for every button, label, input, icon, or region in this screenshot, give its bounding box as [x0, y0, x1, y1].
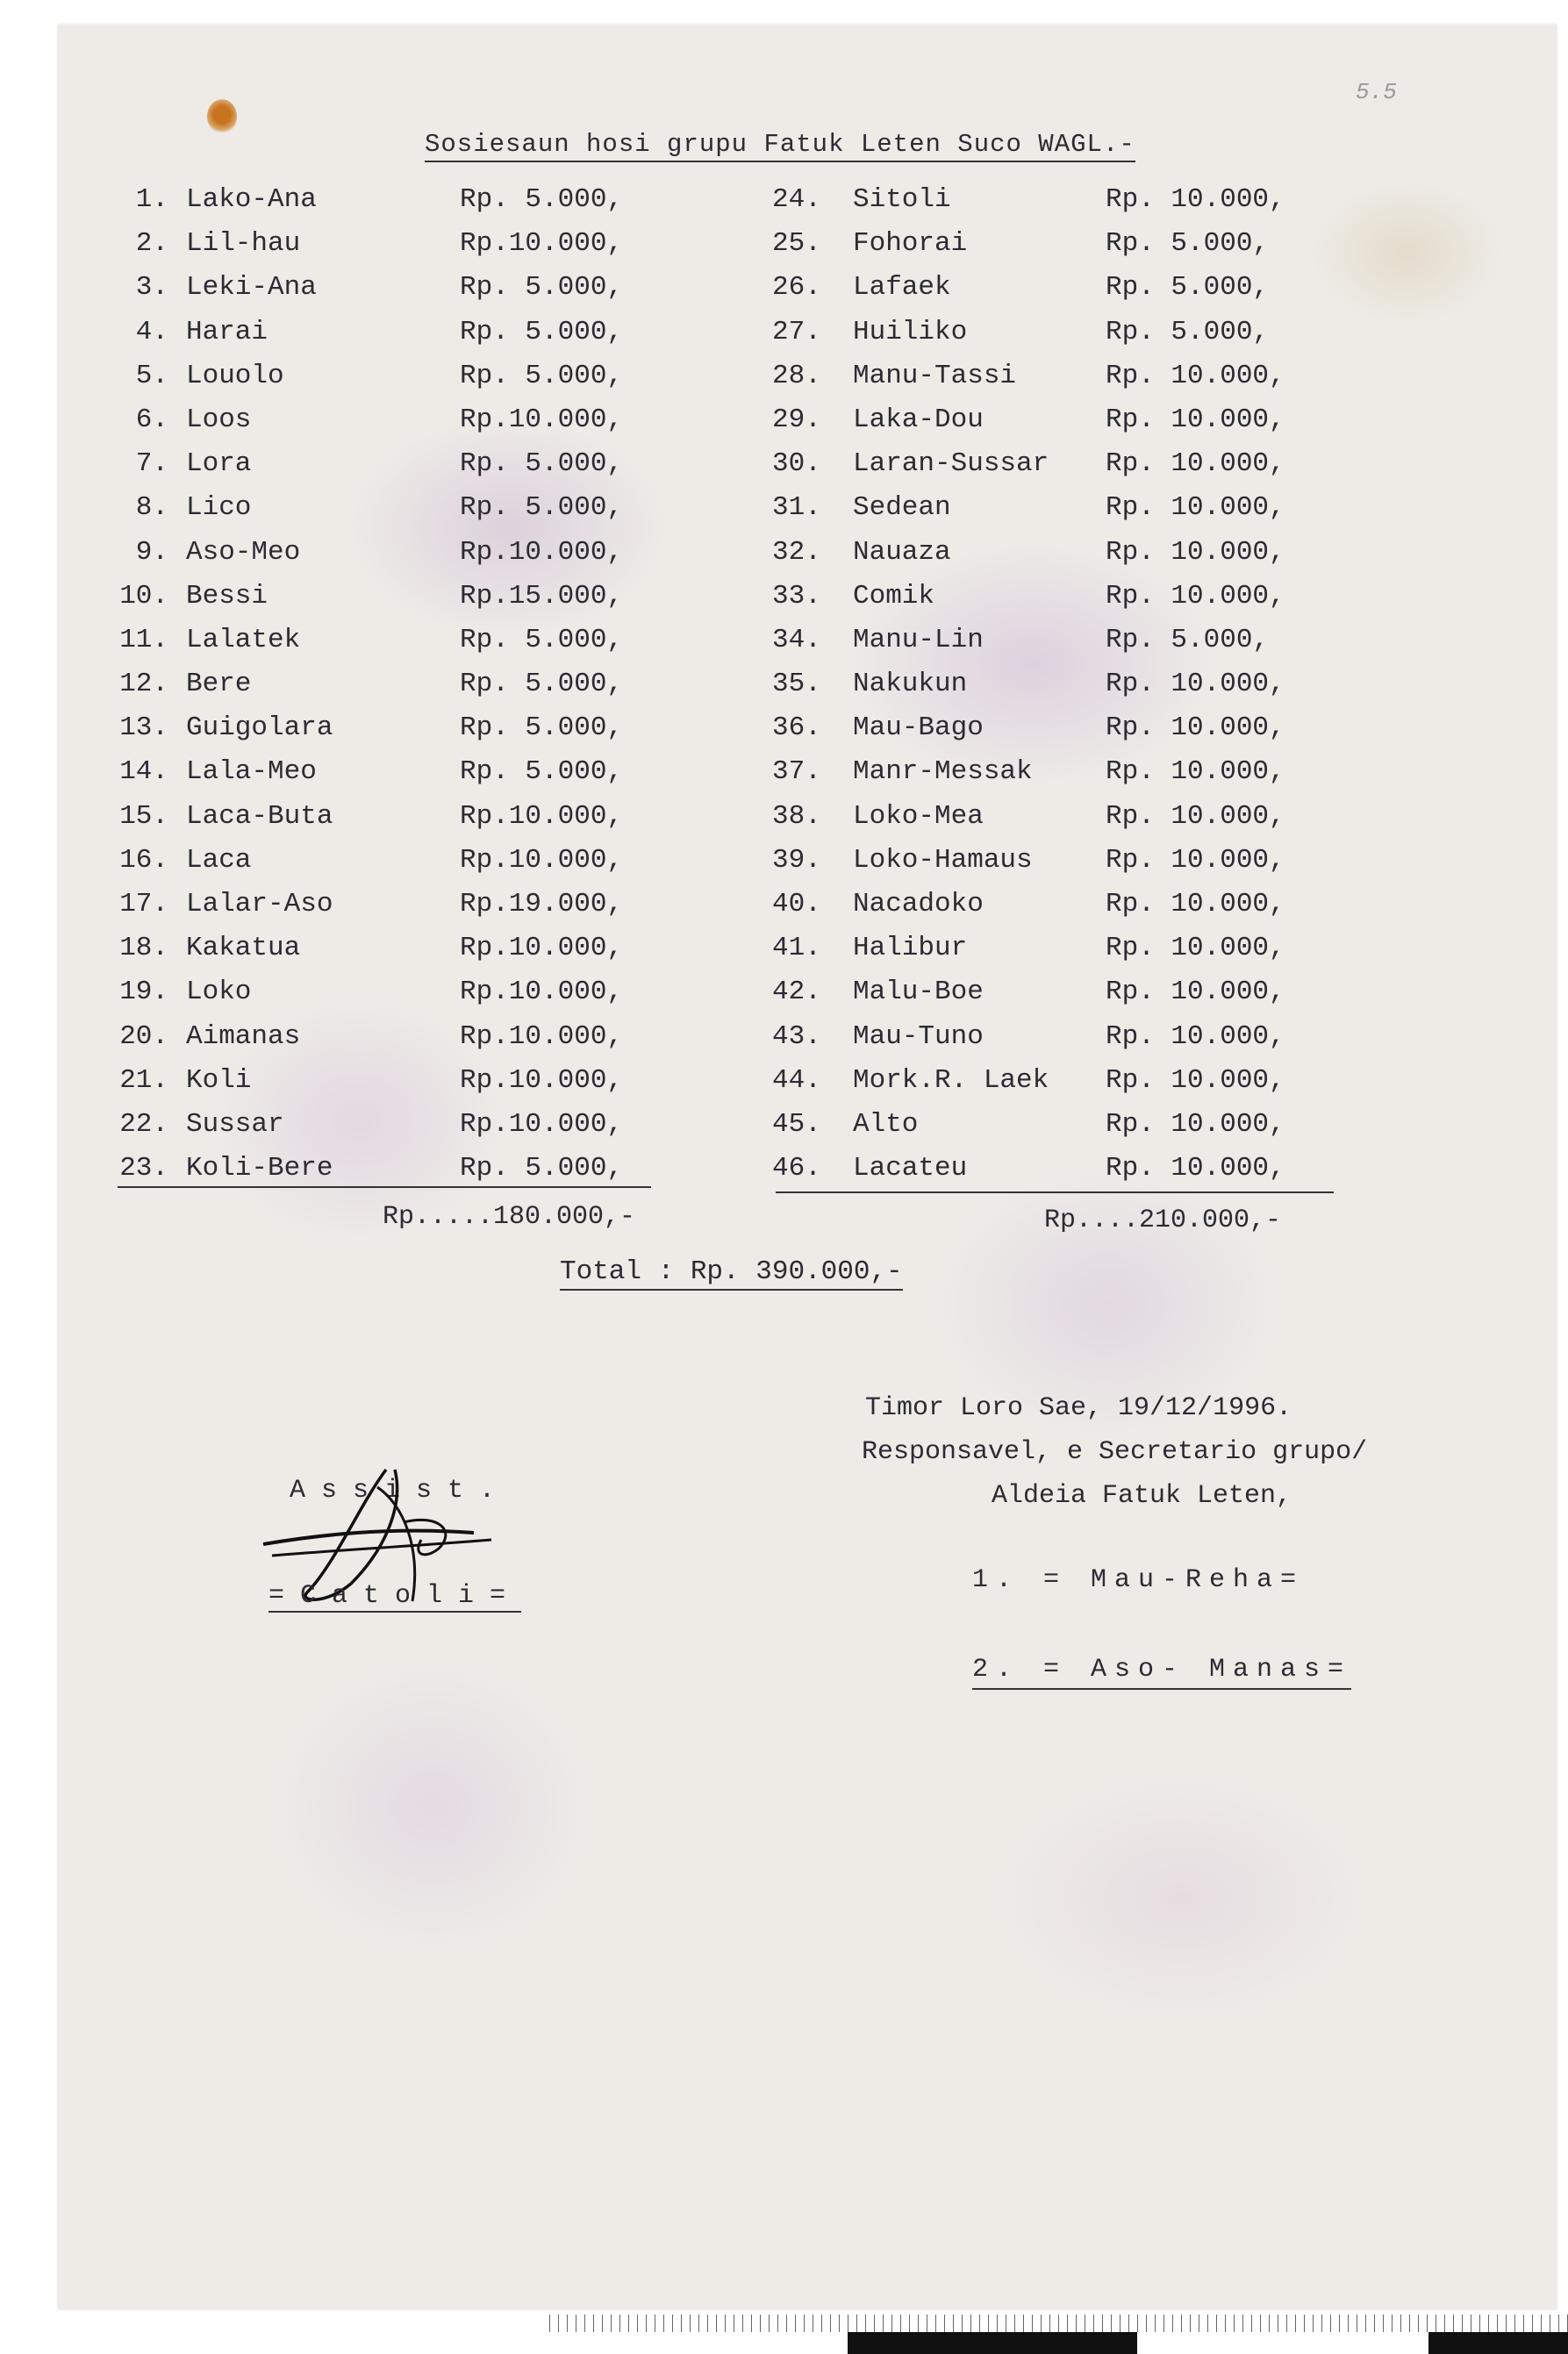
list-item	[114, 977, 658, 1020]
member-name: Lil-hau	[186, 228, 301, 260]
list-item	[772, 1065, 1316, 1109]
item-number: 21.	[119, 1064, 168, 1096]
rust-stain	[207, 99, 237, 134]
item-number: 16.	[119, 844, 168, 876]
member-name: Malu-Boe	[853, 977, 984, 1008]
item-number: 5.	[135, 360, 168, 391]
item-number: 13.	[119, 712, 168, 744]
item-number: 36.	[772, 712, 821, 744]
list-item	[114, 845, 658, 889]
item-number: 19.	[119, 977, 168, 1008]
item-number: 9.	[135, 536, 168, 568]
item-amount: Rp. 5.000,	[460, 316, 624, 347]
member-name: Loko-Hamaus	[853, 844, 1033, 876]
item-amount: Rp. 5.000,	[460, 272, 624, 304]
item-number: 42.	[772, 977, 821, 1008]
list-item	[772, 537, 1316, 581]
list-item	[114, 669, 658, 712]
list-item	[114, 756, 658, 800]
member-name: Lico	[186, 492, 252, 524]
list-item	[114, 492, 658, 536]
member-name: Lako-Ana	[186, 184, 317, 215]
member-name: Bere	[186, 669, 252, 700]
column-rule-right	[776, 1191, 1334, 1193]
signatory-role: Responsavel, e Secretario grupo/	[862, 1437, 1368, 1467]
list-item	[772, 845, 1316, 889]
item-amount: Rp. 10.000,	[1106, 1108, 1285, 1140]
list-item	[114, 625, 658, 669]
item-amount: Rp. 10.000,	[1106, 844, 1285, 876]
item-number: 20.	[119, 1020, 168, 1052]
item-number: 24.	[772, 184, 821, 215]
item-amount: Rp. 5.000,	[1106, 316, 1270, 347]
item-amount: Rp.15.000,	[460, 580, 624, 612]
member-name: Manu-Lin	[853, 624, 984, 655]
list-item	[772, 933, 1316, 977]
item-number: 28.	[772, 360, 821, 391]
contribution-list-right	[772, 184, 1316, 1197]
list-item	[772, 404, 1316, 448]
item-amount: Rp. 10.000,	[1106, 669, 1285, 700]
item-number: 27.	[772, 316, 821, 347]
member-name: Bessi	[186, 580, 268, 612]
assistant-name: =Catoli=	[268, 1581, 522, 1611]
item-amount: Rp. 5.000,	[460, 492, 624, 524]
item-number: 18.	[119, 933, 168, 964]
member-name: Kakatua	[186, 933, 301, 964]
item-amount: Rp. 10.000,	[1106, 360, 1285, 391]
list-item	[772, 228, 1316, 272]
list-item	[114, 317, 658, 361]
item-number: 12.	[119, 669, 168, 700]
item-number: 7.	[135, 448, 168, 480]
item-amount: Rp. 10.000,	[1106, 800, 1285, 832]
item-number: 34.	[772, 624, 821, 655]
item-amount: Rp.10.000,	[460, 1108, 624, 1140]
member-name: Mau-Bago	[853, 712, 984, 744]
list-item	[114, 537, 658, 581]
member-name: Lora	[186, 448, 252, 480]
item-number: 44.	[772, 1064, 821, 1096]
place-date: Timor Loro Sae, 19/12/1996.	[865, 1393, 1292, 1423]
list-item	[772, 361, 1316, 404]
item-amount: Rp. 5.000,	[460, 1153, 624, 1184]
member-name: Huiliko	[853, 316, 968, 347]
list-item	[114, 801, 658, 845]
list-item	[772, 669, 1316, 712]
member-name: Aimanas	[186, 1020, 301, 1052]
member-name: Loko-Mea	[853, 800, 984, 832]
member-name: Koli-Bere	[186, 1153, 333, 1184]
member-name: Manr-Messak	[853, 756, 1033, 788]
list-item	[772, 492, 1316, 536]
member-name: Laca	[186, 844, 252, 876]
list-item	[114, 448, 658, 492]
member-name: Sedean	[853, 492, 951, 524]
member-name: Aso-Meo	[186, 536, 301, 568]
item-number: 22.	[119, 1108, 168, 1140]
item-amount: Rp. 10.000,	[1106, 1064, 1285, 1096]
member-name: Laran-Sussar	[853, 448, 1049, 480]
list-item	[772, 317, 1316, 361]
item-amount: Rp. 10.000,	[1106, 712, 1285, 744]
item-number: 26.	[772, 272, 821, 304]
list-item	[114, 933, 658, 977]
item-amount: Rp.10.000,	[460, 977, 624, 1008]
member-name: Koli	[186, 1064, 252, 1096]
member-name: Nakukun	[853, 669, 968, 700]
page-number: 5.5	[1356, 79, 1397, 105]
item-amount: Rp. 10.000,	[1106, 977, 1285, 1008]
member-name: Mork.R. Laek	[853, 1064, 1049, 1096]
item-amount: Rp. 10.000,	[1106, 536, 1285, 568]
member-name: Harai	[186, 316, 268, 347]
list-item	[772, 184, 1316, 228]
item-amount: Rp. 10.000,	[1106, 492, 1285, 524]
signatory-2: 2. = Aso- Manas=	[972, 1655, 1351, 1690]
item-amount: Rp.10.000,	[460, 228, 624, 260]
item-amount: Rp.19.000,	[460, 889, 624, 919]
item-number: 4.	[135, 316, 168, 347]
member-name: Laca-Buta	[186, 800, 333, 832]
item-amount: Rp. 10.000,	[1106, 756, 1285, 788]
list-item	[114, 404, 658, 448]
member-name: Fohorai	[853, 228, 968, 260]
document-title: Sosiesaun hosi grupu Fatuk Leten Suco WAGL.-	[425, 130, 1135, 162]
item-number: 14.	[119, 756, 168, 788]
item-number: 3.	[135, 272, 168, 304]
item-number: 35.	[772, 669, 821, 700]
item-number: 25.	[772, 228, 821, 260]
ruler-black-segment	[848, 2332, 1137, 2354]
item-amount: Rp.10.000,	[460, 800, 624, 832]
item-amount: Rp. 5.000,	[460, 360, 624, 391]
subtotal-left: Rp.....180.000,-	[383, 1202, 636, 1232]
item-number: 1.	[135, 184, 168, 215]
member-name: Loos	[186, 404, 252, 435]
member-name: Lala-Meo	[186, 756, 317, 788]
item-amount: Rp. 10.000,	[1106, 933, 1285, 964]
item-number: 32.	[772, 536, 821, 568]
list-item	[114, 1065, 658, 1109]
list-item	[114, 1153, 658, 1197]
list-item	[114, 184, 658, 228]
list-item	[114, 1021, 658, 1065]
list-item	[772, 1021, 1316, 1065]
item-amount: Rp. 10.000,	[1106, 1020, 1285, 1052]
list-item	[772, 756, 1316, 800]
member-name: Lafaek	[853, 272, 951, 304]
list-item	[114, 712, 658, 756]
list-item	[772, 712, 1316, 756]
grand-total: Total : Rp. 390.000,-	[560, 1256, 903, 1291]
item-number: 33.	[772, 580, 821, 612]
list-item	[772, 801, 1316, 845]
scale-ruler	[549, 2315, 1568, 2354]
list-item	[772, 625, 1316, 669]
list-item	[114, 361, 658, 404]
member-name: Lacateu	[853, 1153, 968, 1184]
ruler-ticks	[549, 2315, 1568, 2332]
item-number: 39.	[772, 844, 821, 876]
member-name: Comik	[853, 580, 935, 612]
item-number: 29.	[772, 404, 821, 435]
list-item	[114, 272, 658, 316]
item-number: 41.	[772, 933, 821, 964]
item-amount: Rp. 5.000,	[1106, 228, 1270, 260]
item-number: 31.	[772, 492, 821, 524]
list-item	[772, 889, 1316, 933]
item-amount: Rp. 10.000,	[1106, 404, 1285, 435]
member-name: Nacadoko	[853, 889, 984, 919]
item-number: 40.	[772, 889, 821, 919]
item-amount: Rp.10.000,	[460, 933, 624, 964]
item-amount: Rp. 10.000,	[1106, 1153, 1285, 1184]
member-name: Halibur	[853, 933, 968, 964]
item-number: 45.	[772, 1108, 821, 1140]
item-amount: Rp.10.000,	[460, 536, 624, 568]
member-name: Nauaza	[853, 536, 951, 568]
member-name: Sitoli	[853, 184, 951, 215]
ruler-black-segment	[1428, 2332, 1568, 2354]
item-number: 6.	[135, 404, 168, 435]
list-item	[114, 889, 658, 933]
item-amount: Rp. 5.000,	[460, 448, 624, 480]
member-name: Guigolara	[186, 712, 333, 744]
item-amount: Rp. 5.000,	[460, 756, 624, 788]
list-item	[114, 228, 658, 272]
item-number: 17.	[119, 889, 168, 919]
list-item	[772, 581, 1316, 625]
member-name: Leki-Ana	[186, 272, 317, 304]
column-rule-left	[118, 1186, 651, 1188]
item-number: 2.	[135, 228, 168, 260]
item-amount: Rp. 5.000,	[460, 624, 624, 655]
member-name: Laka-Dou	[853, 404, 984, 435]
member-name: Loko	[186, 977, 252, 1008]
list-item	[114, 581, 658, 625]
item-number: 10.	[119, 580, 168, 612]
member-name: Sussar	[186, 1108, 284, 1140]
assistant-label: Assist.	[290, 1476, 512, 1506]
member-name: Lalatek	[186, 624, 301, 655]
signatory-1: 1. = Mau-Reha=	[972, 1565, 1305, 1595]
item-number: 46.	[772, 1153, 821, 1184]
item-number: 11.	[119, 624, 168, 655]
item-amount: Rp. 10.000,	[1106, 580, 1285, 612]
item-amount: Rp. 5.000,	[460, 669, 624, 700]
member-name: Mau-Tuno	[853, 1020, 984, 1052]
contribution-list-left	[114, 184, 658, 1197]
subtotal-right: Rp....210.000,-	[1044, 1206, 1282, 1235]
item-amount: Rp. 5.000,	[1106, 624, 1270, 655]
item-amount: Rp.10.000,	[460, 844, 624, 876]
item-amount: Rp. 10.000,	[1106, 448, 1285, 480]
member-name: Alto	[853, 1108, 919, 1140]
list-item	[772, 448, 1316, 492]
item-number: 43.	[772, 1020, 821, 1052]
item-number: 30.	[772, 448, 821, 480]
member-name: Louolo	[186, 360, 284, 391]
list-item	[772, 977, 1316, 1020]
item-amount: Rp.10.000,	[460, 404, 624, 435]
member-name: Lalar-Aso	[186, 889, 333, 919]
item-amount: Rp.10.000,	[460, 1064, 624, 1096]
item-number: 37.	[772, 756, 821, 788]
item-number: 23.	[119, 1153, 168, 1184]
item-number: 8.	[135, 492, 168, 524]
list-item	[114, 1109, 658, 1153]
item-amount: Rp. 5.000,	[460, 712, 624, 744]
item-amount: Rp. 5.000,	[1106, 272, 1270, 304]
item-amount: Rp. 10.000,	[1106, 184, 1285, 215]
list-item	[772, 1109, 1316, 1153]
signatory-org: Aldeia Fatuk Leten,	[992, 1481, 1292, 1511]
item-number: 15.	[119, 800, 168, 832]
list-item	[772, 1153, 1316, 1197]
member-name: Manu-Tassi	[853, 360, 1017, 391]
item-amount: Rp.10.000,	[460, 1020, 624, 1052]
item-number: 38.	[772, 800, 821, 832]
item-amount: Rp. 5.000,	[460, 184, 624, 215]
item-amount: Rp. 10.000,	[1106, 889, 1285, 919]
list-item	[772, 272, 1316, 316]
